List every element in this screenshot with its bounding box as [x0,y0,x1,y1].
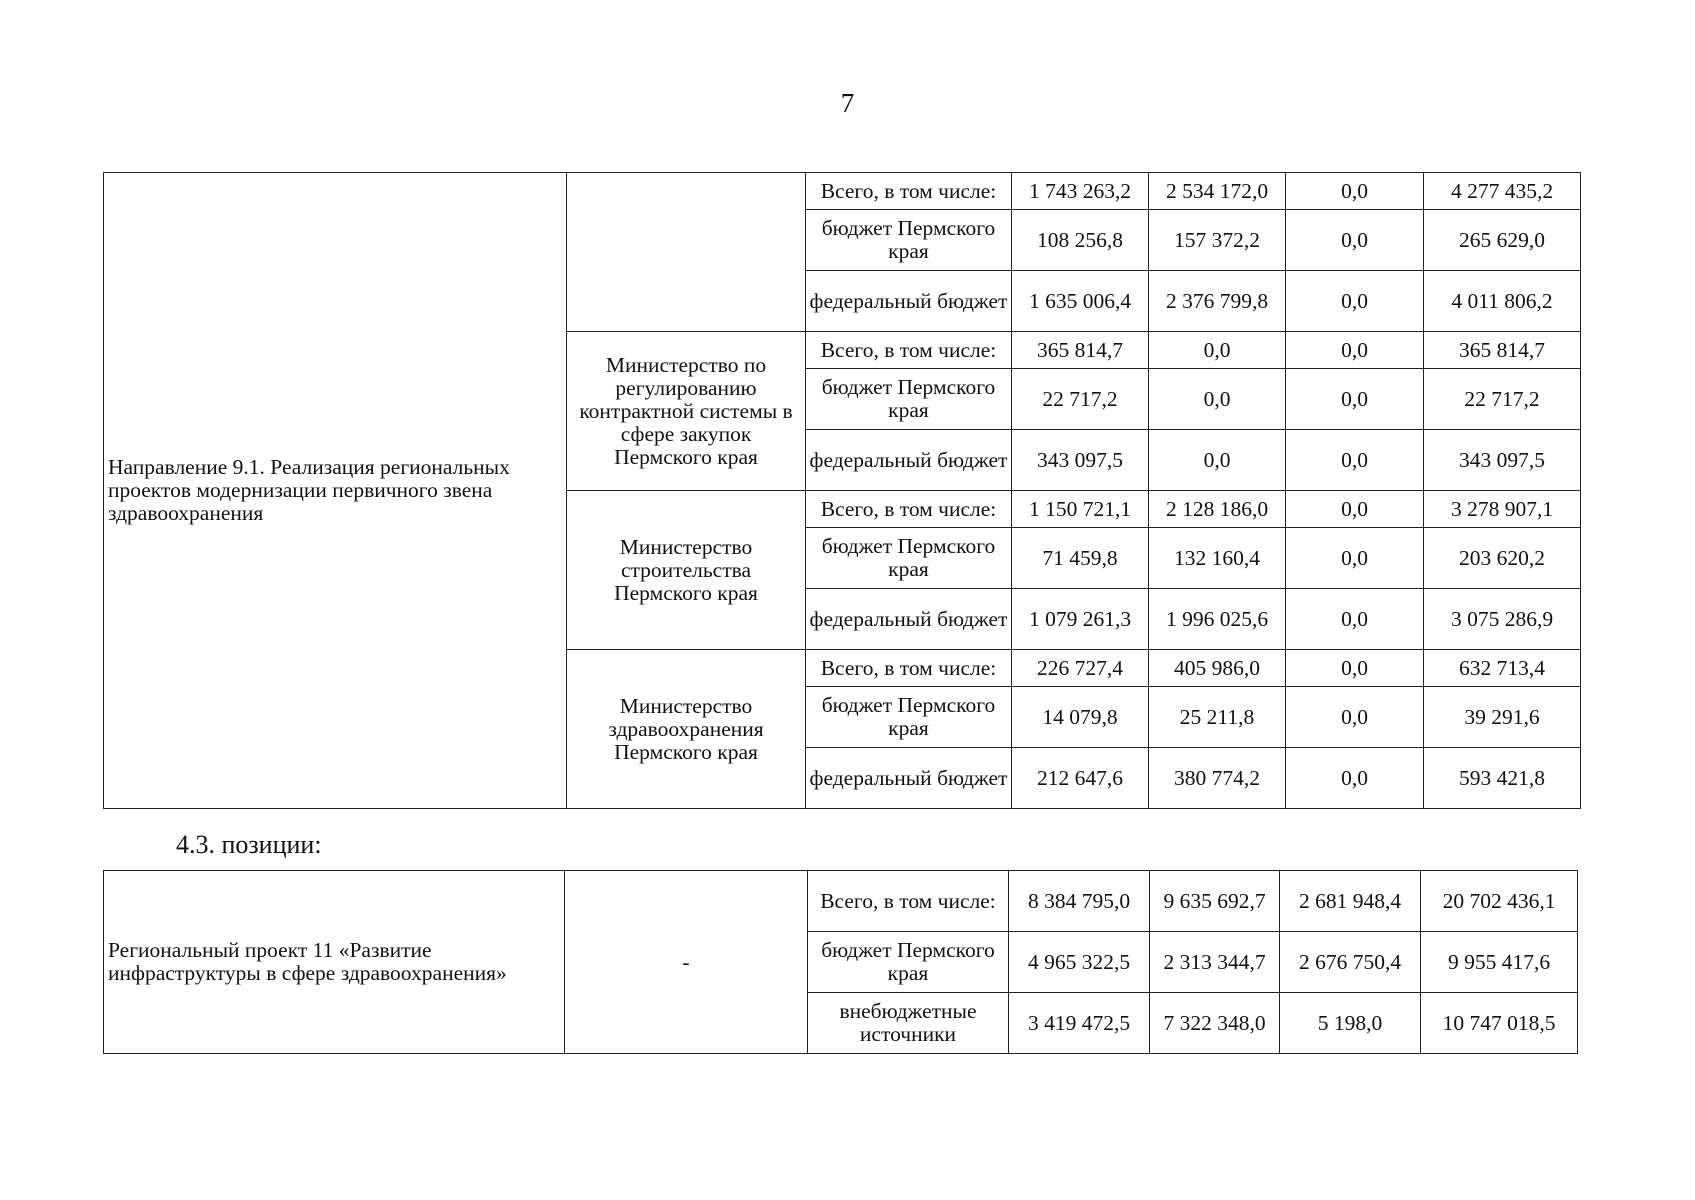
value-cell: 0,0 [1286,687,1424,748]
value-cell: 0,0 [1286,748,1424,809]
value-cell: 0,0 [1149,369,1286,430]
funding-table-direction-9-1 [103,172,1581,809]
row-label: федеральный бюджет [806,748,1012,809]
value-cell: 1 996 025,6 [1149,589,1286,650]
value-cell: 0,0 [1286,430,1424,491]
value-cell: 226 727,4 [1012,650,1149,687]
row-label: Всего, в том числе: [808,871,1009,932]
value-cell: 2 313 344,7 [1150,932,1280,993]
executor-cell: Министерство здравоохранения Пермского края [567,650,806,809]
section-heading: 4.3. позиции: [176,830,322,859]
row-label: внебюджетные источники [808,993,1009,1054]
value-cell: 2 681 948,4 [1280,871,1421,932]
value-cell: 8 384 795,0 [1009,871,1150,932]
value-cell: 0,0 [1286,650,1424,687]
executor-cell [567,173,806,332]
project-name: Региональный проект 11 «Развитие инфраструктуры в сфере здравоохранения» [104,871,565,1054]
row-label: бюджет Пермского края [806,210,1012,271]
row-label: Всего, в том числе: [806,491,1012,528]
direction-name: Направление 9.1. Реализация региональных проектов модернизации первичного звена здравоохранения [104,173,567,809]
row-label: бюджет Пермского края [808,932,1009,993]
total-cell: 22 717,2 [1424,369,1581,430]
row-label: федеральный бюджет [806,589,1012,650]
total-cell: 265 629,0 [1424,210,1581,271]
value-cell: 0,0 [1149,332,1286,369]
value-cell: 2 128 186,0 [1149,491,1286,528]
value-cell: 0,0 [1149,430,1286,491]
total-cell: 365 814,7 [1424,332,1581,369]
value-cell: 380 774,2 [1149,748,1286,809]
total-cell: 39 291,6 [1424,687,1581,748]
total-cell: 343 097,5 [1424,430,1581,491]
value-cell: 9 635 692,7 [1150,871,1280,932]
row-label: Всего, в том числе: [806,173,1012,210]
value-cell: 132 160,4 [1149,528,1286,589]
total-cell: 3 278 907,1 [1424,491,1581,528]
value-cell: 5 198,0 [1280,993,1421,1054]
value-cell: 0,0 [1286,271,1424,332]
total-cell: 4 277 435,2 [1424,173,1581,210]
row-label: бюджет Пермского края [806,369,1012,430]
value-cell: 0,0 [1286,528,1424,589]
value-cell: 0,0 [1286,369,1424,430]
row-label: бюджет Пермского края [806,528,1012,589]
row-label: Всего, в том числе: [806,650,1012,687]
value-cell: 1 079 261,3 [1012,589,1149,650]
value-cell: 365 814,7 [1012,332,1149,369]
total-cell: 593 421,8 [1424,748,1581,809]
total-cell: 3 075 286,9 [1424,589,1581,650]
value-cell: 71 459,8 [1012,528,1149,589]
total-cell: 10 747 018,5 [1421,993,1578,1054]
value-cell: 14 079,8 [1012,687,1149,748]
value-cell: 7 322 348,0 [1150,993,1280,1054]
value-cell: 2 534 172,0 [1149,173,1286,210]
value-cell: 1 743 263,2 [1012,173,1149,210]
value-cell: 0,0 [1286,332,1424,369]
value-cell: 22 717,2 [1012,369,1149,430]
value-cell: 3 419 472,5 [1009,993,1150,1054]
executor-cell: Министерство по регулированию контрактной системы в сфере закупок Пермского края [567,332,806,491]
value-cell: 212 647,6 [1012,748,1149,809]
table-row [104,173,1581,210]
value-cell: 1 150 721,1 [1012,491,1149,528]
executor-cell: - [565,871,808,1054]
table-row [104,871,1578,932]
value-cell: 0,0 [1286,491,1424,528]
value-cell: 25 211,8 [1149,687,1286,748]
value-cell: 0,0 [1286,173,1424,210]
total-cell: 4 011 806,2 [1424,271,1581,332]
value-cell: 4 965 322,5 [1009,932,1150,993]
total-cell: 632 713,4 [1424,650,1581,687]
value-cell: 157 372,2 [1149,210,1286,271]
value-cell: 108 256,8 [1012,210,1149,271]
value-cell: 405 986,0 [1149,650,1286,687]
value-cell: 1 635 006,4 [1012,271,1149,332]
total-cell: 20 702 436,1 [1421,871,1578,932]
value-cell: 0,0 [1286,589,1424,650]
value-cell: 0,0 [1286,210,1424,271]
executor-cell: Министерство строительства Пермского края [567,491,806,650]
value-cell: 2 376 799,8 [1149,271,1286,332]
funding-table-project-11 [103,870,1578,1054]
page-number: 7 [840,88,855,118]
row-label: бюджет Пермского края [806,687,1012,748]
value-cell: 2 676 750,4 [1280,932,1421,993]
row-label: Всего, в том числе: [806,332,1012,369]
row-label: федеральный бюджет [806,271,1012,332]
value-cell: 343 097,5 [1012,430,1149,491]
row-label: федеральный бюджет [806,430,1012,491]
total-cell: 203 620,2 [1424,528,1581,589]
total-cell: 9 955 417,6 [1421,932,1578,993]
